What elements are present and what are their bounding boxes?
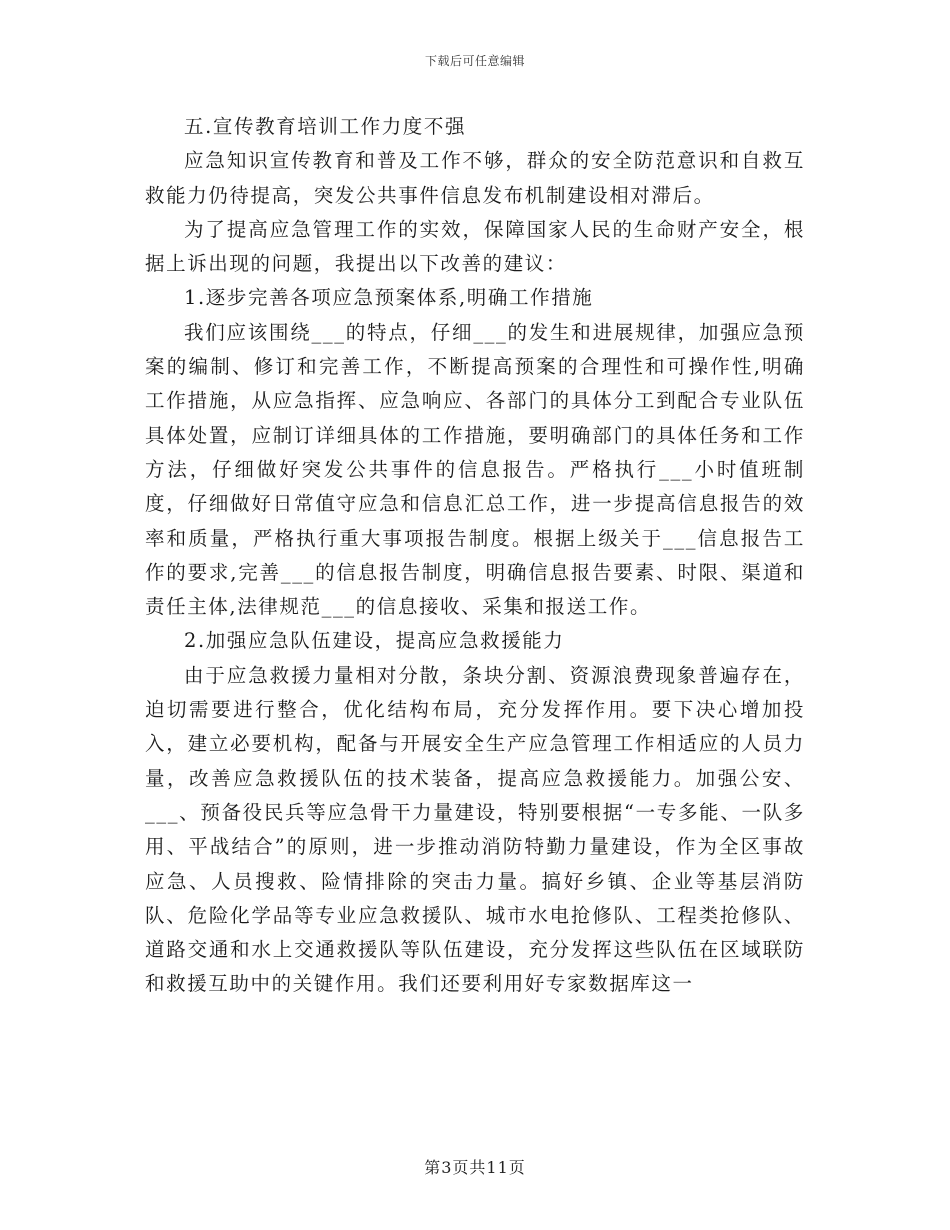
document-body xyxy=(145,110,805,1002)
section-heading-5: 五.宣传教育培训工作力度不强 xyxy=(184,115,467,138)
paragraph-publicity-issue: 应急知识宣传教育和普及工作不够，群众的安全防范意识和自救互救能力仍待提高，突发公共事件信息发布机制建设相对滞后。 xyxy=(145,149,805,207)
page-number: 第3页共11页 xyxy=(424,1158,526,1177)
page-header: 下载后可任意编辑 xyxy=(424,54,525,68)
paragraph-suggestions-intro: 为了提高应急管理工作的实效，保障国家人民的生命财产安全，根据上诉出现的问题，我提出以下改善的建议： xyxy=(145,217,805,276)
section-heading-2: 2.加强应急队伍建设，提高应急救援能力 xyxy=(184,629,565,653)
paragraph-rescue-teams: 由于应急救援力量相对分散，条块分割、资源浪费现象普遍存在，迫切需要进行整合，优化结构布局，充分发挥作用。要下决心增加投入，建立必要机构，配备与开展安全生产应急管理工作相适应的人员力量，改善应急救援队伍的技术装备，提高应急救援能力。加强公安、___、预备役民兵等应急骨干力量建设，特别要根据“一专多能、一队多用、平战结合”的原则，进一步推动消防特勤力量建设，作为全区事故应急、人员搜救、险情排除的突击力量。搞好乡镇、企业等基层消防队、危险化学品等专业应急救援队、城市水电抢修队、工程类抢修队、道路交通和水上交通救援队等队伍建设，充分发挥这些队伍在区域联防和救援互助中的关键作用。我们还要利用好专家数据库这一 xyxy=(145,663,805,996)
section-heading-1: 1.逐步完善各项应急预案体系,明确工作措施 xyxy=(184,286,594,310)
paragraph-emergency-plans: 我们应该围绕___的特点，仔细___的发生和进展规律，加强应急预案的编制、修订和完善工作，不断提高预案的合理性和可操作性,明确工作措施，从应急指挥、应急响应、各部门的具体分工到配合专业队伍具体处置，应制订详细具体的工作措施，要明确部门的具体任务和工作方法，仔细做好突发公共事件的信息报告。严格执行___小时值班制度，仔细做好日常值守应急和信息汇总工作，进一步提高信息报告的效率和质量，严格执行重大事项报告制度。根据上级关于___信息报告工作的要求,完善___的信息报告制度，明确信息报告要素、时限、渠道和责任主体,法律规范___的信息接收、采集和报送工作。 xyxy=(145,320,805,619)
